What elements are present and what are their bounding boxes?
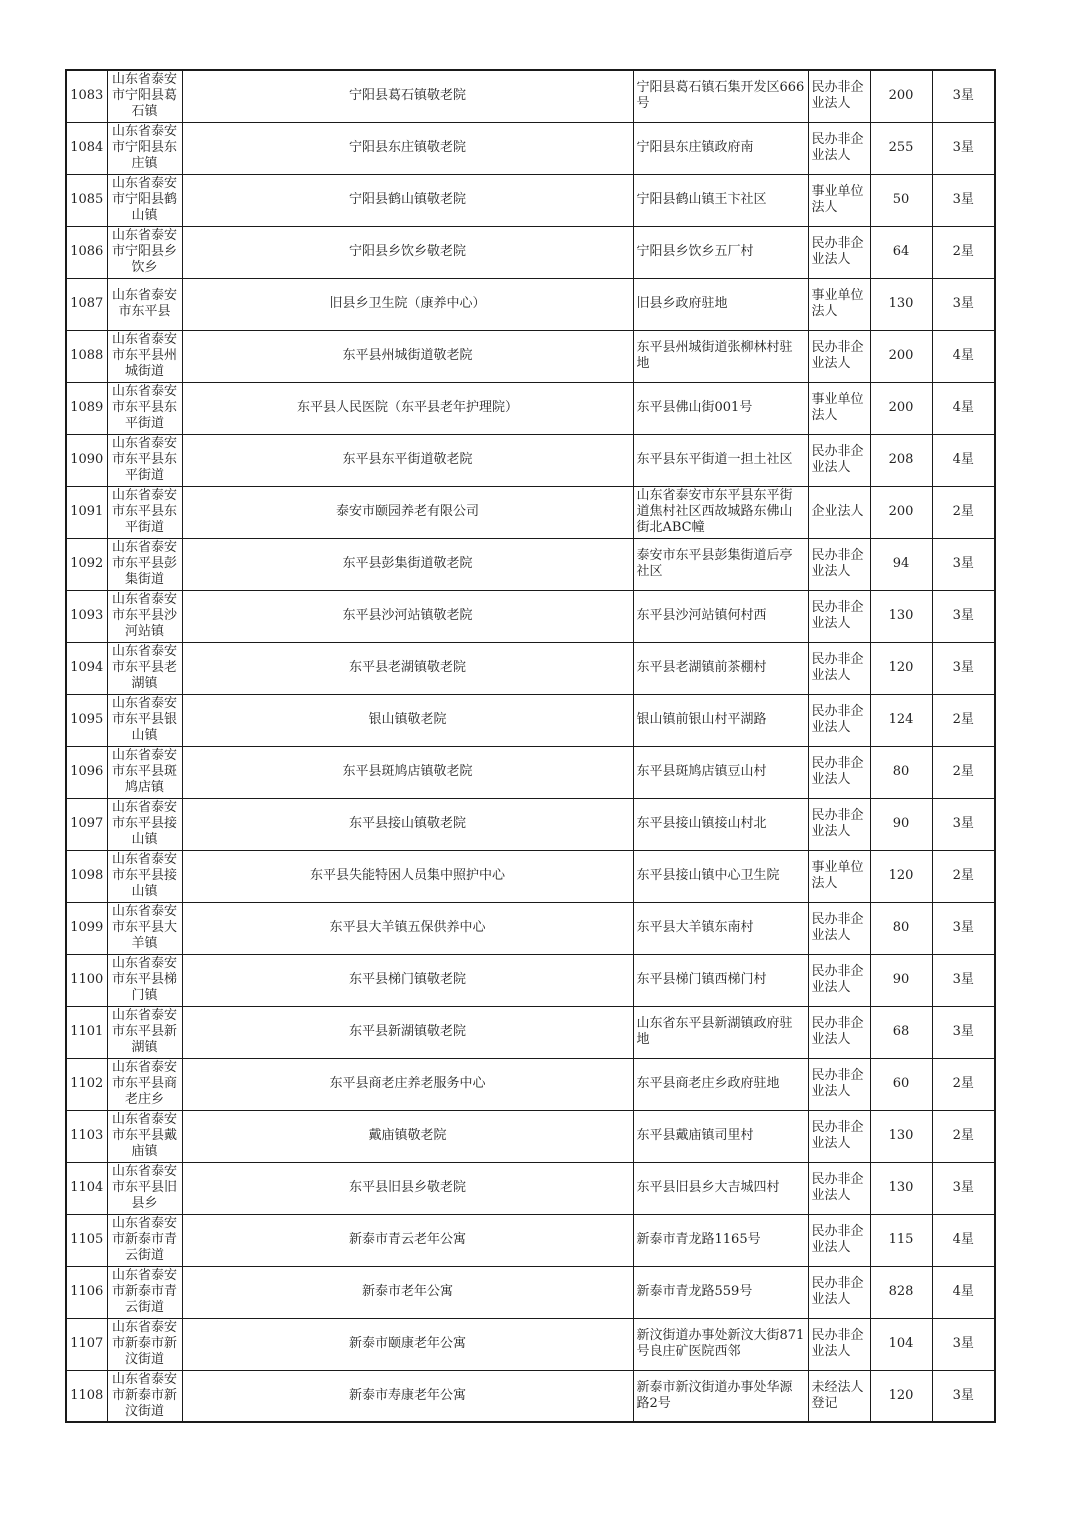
institution-name-cell: 东平县新湖镇敬老院 — [182, 1006, 633, 1058]
institution-name-cell: 东平县人民医院（东平县老年护理院） — [182, 382, 633, 434]
table-row — [66, 538, 995, 590]
row-number-cell: 1088 — [66, 330, 107, 382]
institution-name-cell: 宁阳县东庄镇敬老院 — [182, 122, 633, 174]
address-cell: 新泰市青龙路1165号 — [633, 1214, 808, 1266]
bed-count-cell: 104 — [870, 1318, 932, 1370]
region-cell: 山东省泰安市东平县新湖镇 — [107, 1006, 182, 1058]
region-cell: 山东省泰安市东平县大羊镇 — [107, 902, 182, 954]
bed-count-cell: 200 — [870, 70, 932, 122]
legal-type-cell: 民办非企业法人 — [808, 538, 870, 590]
region-cell: 山东省泰安市宁阳县东庄镇 — [107, 122, 182, 174]
region-cell: 山东省泰安市东平县东平街道 — [107, 486, 182, 538]
row-number-cell: 1106 — [66, 1266, 107, 1318]
legal-type-cell: 民办非企业法人 — [808, 1266, 870, 1318]
star-rating-cell: 4星 — [932, 1214, 995, 1266]
table-row — [66, 694, 995, 746]
table-row — [66, 902, 995, 954]
star-rating-cell: 3星 — [932, 1370, 995, 1422]
star-rating-cell: 3星 — [932, 174, 995, 226]
star-rating-cell: 2星 — [932, 1058, 995, 1110]
table-row — [66, 70, 995, 122]
star-rating-cell: 2星 — [932, 850, 995, 902]
row-number-cell: 1085 — [66, 174, 107, 226]
table-row — [66, 174, 995, 226]
institution-name-cell: 东平县梯门镇敬老院 — [182, 954, 633, 1006]
bed-count-cell: 828 — [870, 1266, 932, 1318]
star-rating-cell: 2星 — [932, 746, 995, 798]
bed-count-cell: 80 — [870, 902, 932, 954]
address-cell: 东平县接山镇中心卫生院 — [633, 850, 808, 902]
institution-name-cell: 东平县大羊镇五保供养中心 — [182, 902, 633, 954]
star-rating-cell: 4星 — [932, 434, 995, 486]
row-number-cell: 1100 — [66, 954, 107, 1006]
legal-type-cell: 事业单位法人 — [808, 850, 870, 902]
legal-type-cell: 民办非企业法人 — [808, 798, 870, 850]
address-cell: 山东省泰安市东平县东平街道焦村社区西故城路东佛山街北ABC幢 — [633, 486, 808, 538]
table-row — [66, 1162, 995, 1214]
row-number-cell: 1093 — [66, 590, 107, 642]
table-row — [66, 1266, 995, 1318]
address-cell: 东平县斑鸠店镇豆山村 — [633, 746, 808, 798]
bed-count-cell: 120 — [870, 642, 932, 694]
region-cell: 山东省泰安市东平县接山镇 — [107, 798, 182, 850]
bed-count-cell: 130 — [870, 278, 932, 330]
bed-count-cell: 200 — [870, 330, 932, 382]
star-rating-cell: 4星 — [932, 1266, 995, 1318]
region-cell: 山东省泰安市新泰市新汶街道 — [107, 1318, 182, 1370]
address-cell: 宁阳县鹤山镇王卞社区 — [633, 174, 808, 226]
bed-count-cell: 130 — [870, 1110, 932, 1162]
address-cell: 新泰市青龙路559号 — [633, 1266, 808, 1318]
address-cell: 山东省东平县新湖镇政府驻地 — [633, 1006, 808, 1058]
institution-name-cell: 新泰市老年公寓 — [182, 1266, 633, 1318]
bed-count-cell: 50 — [870, 174, 932, 226]
legal-type-cell: 民办非企业法人 — [808, 902, 870, 954]
region-cell: 山东省泰安市东平县彭集街道 — [107, 538, 182, 590]
star-rating-cell: 2星 — [932, 226, 995, 278]
star-rating-cell: 3星 — [932, 798, 995, 850]
legal-type-cell: 民办非企业法人 — [808, 70, 870, 122]
legal-type-cell: 民办非企业法人 — [808, 642, 870, 694]
legal-type-cell: 民办非企业法人 — [808, 1110, 870, 1162]
table-row — [66, 278, 995, 330]
row-number-cell: 1090 — [66, 434, 107, 486]
star-rating-cell: 3星 — [932, 1006, 995, 1058]
institution-name-cell: 银山镇敬老院 — [182, 694, 633, 746]
address-cell: 东平县戴庙镇司里村 — [633, 1110, 808, 1162]
table-row — [66, 1214, 995, 1266]
institution-name-cell: 宁阳县乡饮乡敬老院 — [182, 226, 633, 278]
table-row — [66, 226, 995, 278]
region-cell: 山东省泰安市宁阳县鹤山镇 — [107, 174, 182, 226]
table-row — [66, 1058, 995, 1110]
institution-name-cell: 新泰市青云老年公寓 — [182, 1214, 633, 1266]
row-number-cell: 1096 — [66, 746, 107, 798]
legal-type-cell: 民办非企业法人 — [808, 1006, 870, 1058]
institution-name-cell: 东平县失能特困人员集中照护中心 — [182, 850, 633, 902]
row-number-cell: 1095 — [66, 694, 107, 746]
table-row — [66, 382, 995, 434]
institution-name-cell: 东平县东平街道敬老院 — [182, 434, 633, 486]
address-cell: 旧县乡政府驻地 — [633, 278, 808, 330]
region-cell: 山东省泰安市东平县东平街道 — [107, 434, 182, 486]
institution-name-cell: 东平县沙河站镇敬老院 — [182, 590, 633, 642]
table-row — [66, 746, 995, 798]
address-cell: 银山镇前银山村平湖路 — [633, 694, 808, 746]
institution-name-cell: 新泰市颐康老年公寓 — [182, 1318, 633, 1370]
table-row — [66, 330, 995, 382]
institution-name-cell: 东平县商老庄养老服务中心 — [182, 1058, 633, 1110]
legal-type-cell: 企业法人 — [808, 486, 870, 538]
institution-name-cell: 东平县彭集街道敬老院 — [182, 538, 633, 590]
region-cell: 山东省泰安市东平县梯门镇 — [107, 954, 182, 1006]
bed-count-cell: 255 — [870, 122, 932, 174]
region-cell: 山东省泰安市新泰市新汶街道 — [107, 1370, 182, 1422]
bed-count-cell: 60 — [870, 1058, 932, 1110]
region-cell: 山东省泰安市东平县 — [107, 278, 182, 330]
address-cell: 泰安市东平县彭集街道后亭社区 — [633, 538, 808, 590]
row-number-cell: 1091 — [66, 486, 107, 538]
row-number-cell: 1108 — [66, 1370, 107, 1422]
row-number-cell: 1097 — [66, 798, 107, 850]
institution-name-cell: 旧县乡卫生院（康养中心） — [182, 278, 633, 330]
region-cell: 山东省泰安市东平县旧县乡 — [107, 1162, 182, 1214]
row-number-cell: 1101 — [66, 1006, 107, 1058]
address-cell: 东平县老湖镇前茶棚村 — [633, 642, 808, 694]
address-cell: 东平县沙河站镇何村西 — [633, 590, 808, 642]
table-row — [66, 1318, 995, 1370]
elderly-care-institution-table — [65, 69, 996, 1423]
institution-name-cell: 泰安市颐园养老有限公司 — [182, 486, 633, 538]
region-cell: 山东省泰安市新泰市青云街道 — [107, 1266, 182, 1318]
address-cell: 东平县大羊镇东南村 — [633, 902, 808, 954]
row-number-cell: 1104 — [66, 1162, 107, 1214]
institution-name-cell: 东平县旧县乡敬老院 — [182, 1162, 633, 1214]
address-cell: 东平县梯门镇西梯门村 — [633, 954, 808, 1006]
legal-type-cell: 事业单位法人 — [808, 278, 870, 330]
row-number-cell: 1083 — [66, 70, 107, 122]
table-row — [66, 642, 995, 694]
institution-name-cell: 宁阳县鹤山镇敬老院 — [182, 174, 633, 226]
institution-name-cell: 东平县老湖镇敬老院 — [182, 642, 633, 694]
institution-name-cell: 宁阳县葛石镇敬老院 — [182, 70, 633, 122]
address-cell: 东平县佛山街001号 — [633, 382, 808, 434]
address-cell: 宁阳县东庄镇政府南 — [633, 122, 808, 174]
row-number-cell: 1084 — [66, 122, 107, 174]
legal-type-cell: 民办非企业法人 — [808, 1058, 870, 1110]
star-rating-cell: 4星 — [932, 382, 995, 434]
region-cell: 山东省泰安市宁阳县葛石镇 — [107, 70, 182, 122]
star-rating-cell: 3星 — [932, 642, 995, 694]
bed-count-cell: 200 — [870, 382, 932, 434]
star-rating-cell: 3星 — [932, 590, 995, 642]
star-rating-cell: 3星 — [932, 122, 995, 174]
region-cell: 山东省泰安市东平县东平街道 — [107, 382, 182, 434]
address-cell: 东平县旧县乡大吉城四村 — [633, 1162, 808, 1214]
star-rating-cell: 3星 — [932, 70, 995, 122]
bed-count-cell: 130 — [870, 590, 932, 642]
institution-name-cell: 戴庙镇敬老院 — [182, 1110, 633, 1162]
table-body — [66, 70, 995, 1422]
address-cell: 宁阳县葛石镇石集开发区666号 — [633, 70, 808, 122]
star-rating-cell: 3星 — [932, 278, 995, 330]
row-number-cell: 1094 — [66, 642, 107, 694]
legal-type-cell: 民办非企业法人 — [808, 434, 870, 486]
table-row — [66, 486, 995, 538]
institution-name-cell: 东平县接山镇敬老院 — [182, 798, 633, 850]
region-cell: 山东省泰安市东平县戴庙镇 — [107, 1110, 182, 1162]
legal-type-cell: 民办非企业法人 — [808, 694, 870, 746]
row-number-cell: 1105 — [66, 1214, 107, 1266]
row-number-cell: 1102 — [66, 1058, 107, 1110]
region-cell: 山东省泰安市东平县老湖镇 — [107, 642, 182, 694]
star-rating-cell: 3星 — [932, 902, 995, 954]
region-cell: 山东省泰安市东平县沙河站镇 — [107, 590, 182, 642]
bed-count-cell: 130 — [870, 1162, 932, 1214]
star-rating-cell: 2星 — [932, 486, 995, 538]
bed-count-cell: 94 — [870, 538, 932, 590]
table-row — [66, 850, 995, 902]
table-row — [66, 1006, 995, 1058]
region-cell: 山东省泰安市东平县斑鸠店镇 — [107, 746, 182, 798]
legal-type-cell: 事业单位法人 — [808, 382, 870, 434]
row-number-cell: 1089 — [66, 382, 107, 434]
table-row — [66, 798, 995, 850]
bed-count-cell: 200 — [870, 486, 932, 538]
bed-count-cell: 124 — [870, 694, 932, 746]
institution-name-cell: 新泰市寿康老年公寓 — [182, 1370, 633, 1422]
table-row — [66, 1110, 995, 1162]
star-rating-cell: 3星 — [932, 1162, 995, 1214]
institution-name-cell: 东平县斑鸠店镇敬老院 — [182, 746, 633, 798]
address-cell: 东平县州城街道张柳林村驻地 — [633, 330, 808, 382]
region-cell: 山东省泰安市东平县接山镇 — [107, 850, 182, 902]
bed-count-cell: 80 — [870, 746, 932, 798]
table-row — [66, 434, 995, 486]
star-rating-cell: 4星 — [932, 330, 995, 382]
table-row — [66, 954, 995, 1006]
legal-type-cell: 民办非企业法人 — [808, 226, 870, 278]
row-number-cell: 1099 — [66, 902, 107, 954]
address-cell: 新泰市新汶街道办事处华源路2号 — [633, 1370, 808, 1422]
bed-count-cell: 68 — [870, 1006, 932, 1058]
row-number-cell: 1103 — [66, 1110, 107, 1162]
row-number-cell: 1086 — [66, 226, 107, 278]
region-cell: 山东省泰安市东平县商老庄乡 — [107, 1058, 182, 1110]
star-rating-cell: 3星 — [932, 1318, 995, 1370]
star-rating-cell: 3星 — [932, 538, 995, 590]
legal-type-cell: 民办非企业法人 — [808, 746, 870, 798]
star-rating-cell: 2星 — [932, 1110, 995, 1162]
address-cell: 新汶街道办事处新汶大街871号良庄矿医院西邻 — [633, 1318, 808, 1370]
region-cell: 山东省泰安市宁阳县乡饮乡 — [107, 226, 182, 278]
star-rating-cell: 3星 — [932, 954, 995, 1006]
legal-type-cell: 民办非企业法人 — [808, 1162, 870, 1214]
bed-count-cell: 120 — [870, 1370, 932, 1422]
bed-count-cell: 120 — [870, 850, 932, 902]
star-rating-cell: 2星 — [932, 694, 995, 746]
table-row — [66, 1370, 995, 1422]
address-cell: 东平县接山镇接山村北 — [633, 798, 808, 850]
bed-count-cell: 208 — [870, 434, 932, 486]
row-number-cell: 1087 — [66, 278, 107, 330]
legal-type-cell: 民办非企业法人 — [808, 1318, 870, 1370]
address-cell: 宁阳县乡饮乡五厂村 — [633, 226, 808, 278]
bed-count-cell: 64 — [870, 226, 932, 278]
legal-type-cell: 民办非企业法人 — [808, 954, 870, 1006]
row-number-cell: 1092 — [66, 538, 107, 590]
legal-type-cell: 未经法人登记 — [808, 1370, 870, 1422]
bed-count-cell: 115 — [870, 1214, 932, 1266]
row-number-cell: 1098 — [66, 850, 107, 902]
table-row — [66, 122, 995, 174]
legal-type-cell: 民办非企业法人 — [808, 122, 870, 174]
table-row — [66, 590, 995, 642]
address-cell: 东平县东平街道一担土社区 — [633, 434, 808, 486]
region-cell: 山东省泰安市东平县州城街道 — [107, 330, 182, 382]
legal-type-cell: 民办非企业法人 — [808, 330, 870, 382]
bed-count-cell: 90 — [870, 954, 932, 1006]
region-cell: 山东省泰安市东平县银山镇 — [107, 694, 182, 746]
bed-count-cell: 90 — [870, 798, 932, 850]
region-cell: 山东省泰安市新泰市青云街道 — [107, 1214, 182, 1266]
legal-type-cell: 事业单位法人 — [808, 174, 870, 226]
row-number-cell: 1107 — [66, 1318, 107, 1370]
institution-name-cell: 东平县州城街道敬老院 — [182, 330, 633, 382]
legal-type-cell: 民办非企业法人 — [808, 590, 870, 642]
address-cell: 东平县商老庄乡政府驻地 — [633, 1058, 808, 1110]
legal-type-cell: 民办非企业法人 — [808, 1214, 870, 1266]
